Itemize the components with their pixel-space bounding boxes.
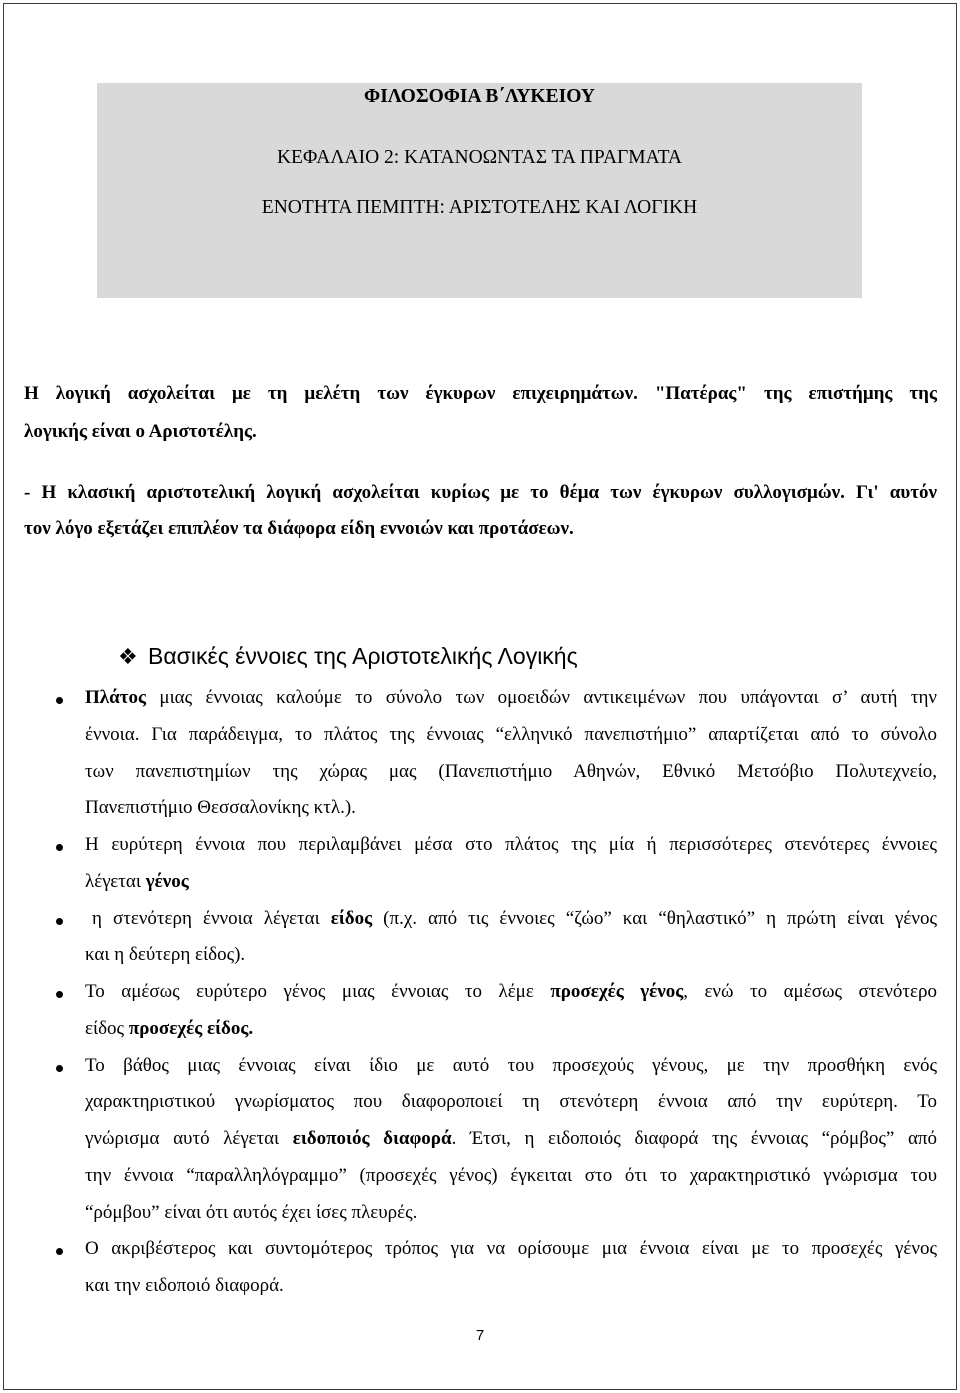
list-item [85,827,937,901]
text-line [85,754,937,791]
section-heading-text: Βασικές έννοιες της Αριστοτελικής Λογικής [148,643,578,669]
text-segment: Το αμέσως ευρύτερο γένος μιας έννοιας το λέμε [85,981,551,1002]
text-segment: (π.χ. από τις έννοιες “ζώο” και “θηλαστικό” η πρώτη είναι γένος [372,907,937,929]
text-segment: και η δεύτερη είδος). [85,944,246,966]
course-title: ΦΙΛΟΣΟΦΙΑ Β΄ΛΥΚΕΙΟΥ [364,86,595,107]
text-line [85,974,937,1011]
bullet-icon [56,991,63,998]
bold-term: προσεχές είδος. [128,1017,254,1039]
text-line [85,864,937,901]
text-line [85,901,937,938]
text-line [85,1158,937,1195]
bold-term: προσεχές γένος [550,981,684,1002]
text-segment: η στενότερη έννοια λέγεται [92,907,331,929]
text-segment: είδος [85,1017,129,1039]
text-segment: γνώρισμα αυτό λέγεται [85,1128,293,1149]
section-heading [118,642,578,670]
text-line: τον λόγο εξετάζει επιπλέον τα διάφορα είδη εννοιών και προτάσεων. [24,518,574,539]
text-line [85,1268,937,1305]
text-segment: . Έτσι, η ειδοποιός διαφορά της έννοιας “ρόμβος” από [451,1128,937,1149]
intro-paragraph-2 [24,475,937,547]
text-line [85,827,937,864]
intro-paragraph-1 [24,375,937,451]
bullet-icon [56,697,63,704]
bullet-icon [56,844,63,851]
text-line: λογικής είναι ο Αριστοτέλης. [24,421,257,442]
list-item [85,1048,937,1232]
text-segment: την έννοια “παραλληλόγραμμο” (προσεχές γένος) έγκειται στο ότι το χαρακτηριστικό γνώρισμα του [85,1164,937,1186]
text-segment: Πανεπιστήμιο Θεσσαλονίκης κτλ.). [85,797,356,819]
chapter-title: ΚΕΦΑΛΑΙΟ 2: ΚΑΤΑΝΟΩΝΤΑΣ ΤΑ ΠΡΑΓΜΑΤΑ [276,147,683,168]
bold-term: Πλάτος [85,687,146,708]
text-line [85,1231,937,1268]
bold-term: είδος [330,907,373,929]
text-line [85,1121,937,1158]
list-item [85,901,937,975]
text-line [85,937,937,974]
text-segment: Το βάθος μιας έννοιας είναι ίδιο με αυτό του προσεχούς γένους, με την προσθήκη ενός [85,1054,937,1076]
text-segment: μιας έννοιας καλούμε το σύνολο των ομοειδών αντικειμένων που υπάγονται σ’ αυτή την [146,687,937,708]
page-number: 7 [475,1327,485,1344]
text-segment: και την ειδοποιό διαφορά. [85,1275,284,1296]
text-line [85,680,937,717]
list-item [85,1231,937,1305]
text-line [85,1048,937,1085]
bold-term: ειδοποιός διαφορά [292,1128,452,1149]
list-item [85,974,937,1048]
text-line [85,790,937,827]
text-line: Η λογική ασχολείται με τη μελέτη των έγκυρων επιχειρημάτων. "Πατέρας" της επιστήμης της [24,383,937,404]
text-segment: Ο ακριβέστερος και συντομότερος τρόπος για να ορίσουμε μια έννοια είναι με το προσεχές γένος [85,1238,937,1260]
header-box [97,83,862,298]
diamond-bullet-icon [118,644,148,672]
concepts-list [85,680,937,1305]
text-segment: έννοια. Για παράδειγμα, το πλάτος της έννοιας “ελληνικό πανεπιστήμιο” απαρτίζεται από το σύνολο [85,723,937,745]
text-segment: “ρόμβου” είναι ότι αυτός έχει ίσες πλευρές. [85,1201,418,1223]
text-line: - Η κλασική αριστοτελική λογική ασχολείται κυρίως με το θέμα των έγκυρων συλλογισμών. Γι' αυτόν [24,482,937,503]
text-segment: , ενώ το αμέσως στενότερο [683,981,937,1002]
text-segment: Η ευρύτερη έννοια που περιλαμβάνει μέσα στο πλάτος της μία ή περισσότερες στενότερες έννοιες [85,834,937,855]
text-line [85,1195,937,1232]
text-segment: των πανεπιστημίων της χώρας μας (Πανεπιστήμιο Αθηνών, Εθνικό Μετσόβιο Πολυτεχνείο, [85,760,937,782]
unit-title: ΕΝΟΤΗΤΑ ΠΕΜΠΤΗ: ΑΡΙΣΤΟΤΕΛΗΣ ΚΑΙ ΛΟΓΙΚΗ [261,197,698,218]
bold-term: γένος [145,870,189,892]
text-line [85,717,937,754]
text-segment: λέγεται [85,870,146,892]
text-line [85,1084,937,1121]
text-segment: χαρακτηριστικού γνωρίσματος που διαφοροποιεί τη στενότερη έννοια από την ευρύτερη. Το [85,1091,937,1113]
text-line [85,1011,937,1048]
list-item [85,680,937,827]
bullet-icon [56,1065,63,1072]
bullet-icon [56,918,63,925]
